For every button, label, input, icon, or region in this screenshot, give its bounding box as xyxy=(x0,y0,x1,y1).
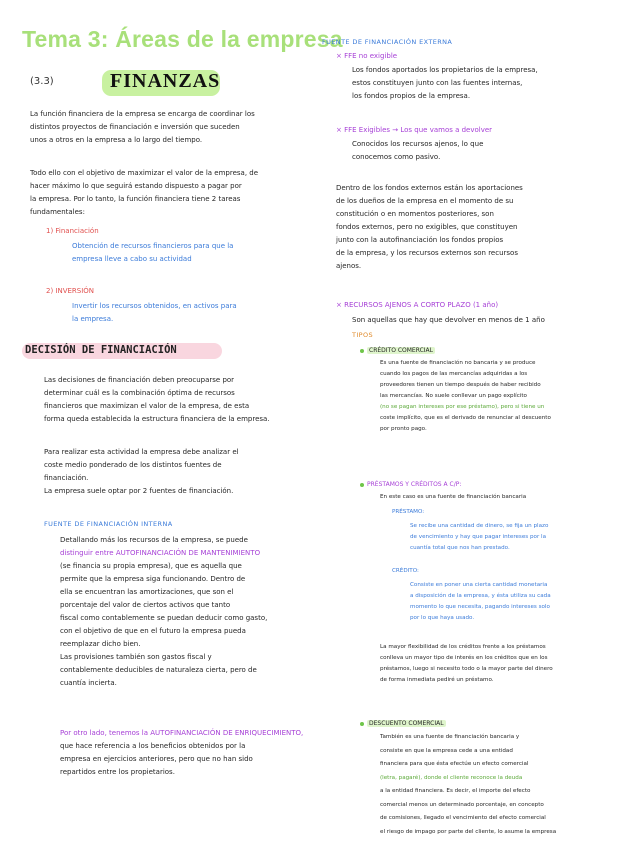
text-line: (no se pagan intereses por ese préstamo), pero si tiene un xyxy=(380,404,545,410)
text-line: ajenos. xyxy=(336,262,362,270)
text-line: cuando los pagos de las mercancías adquiridas a los xyxy=(380,371,528,377)
decision-heading: DECISIÓN DE FINANCIACIÓN xyxy=(25,344,177,356)
text-line: momento lo que necesita, pagando intereses solo xyxy=(410,604,550,610)
text-line: los fondos propios de la empresa. xyxy=(352,92,471,100)
objective-paragraph xyxy=(30,167,300,219)
text-line: por pronto pago. xyxy=(380,426,427,432)
decision-paragraph-2 xyxy=(44,446,309,498)
ffe-no-exigible-description xyxy=(352,64,602,103)
text-line: Todo ello con el objetivo de maximizar el valor de la empresa, de xyxy=(30,169,259,177)
text-line: La empresa suele optar por 2 fuentes de financiación. xyxy=(44,487,234,495)
text-line: consiste en que la empresa cede a una entidad xyxy=(380,747,513,754)
ffe-exigible-description xyxy=(352,138,602,164)
text-line: financiera para que ésta efectúe un efecto comercial xyxy=(380,761,529,767)
externa-paragraph xyxy=(336,182,606,273)
text-line: determinar cuál es la combinación óptima de recursos xyxy=(44,389,235,397)
text-line: forma queda establecida la estructura financiera de la empresa. xyxy=(44,415,270,423)
text-line: con el objetivo de que en el futuro la empresa pueda xyxy=(60,627,246,635)
intro-paragraph xyxy=(30,108,295,147)
text-line: conocemos como pasivo. xyxy=(352,153,441,161)
interna-paragraph-2 xyxy=(60,727,318,779)
text-line: junto con la autofinanciación los fondos propios xyxy=(336,236,504,244)
text-line: a disposición de la empresa, y ésta utiliza su cada xyxy=(410,593,551,599)
text-line: Los fondos aportados los propietarios de la empresa, xyxy=(352,66,538,74)
externa-heading: FUENTE DE FINANCIACIÓN EXTERNA xyxy=(322,38,453,46)
text-line: Dentro de los fondos externos están los aportaciones xyxy=(336,184,523,192)
text-line: de la empresa, y los recursos externos son recursos xyxy=(336,249,518,257)
text-line: de forma inmediata pediré un préstamo. xyxy=(380,677,494,683)
text-line: Las provisiones también son gastos fiscal y xyxy=(60,653,212,661)
bullet-dot xyxy=(360,483,364,487)
bullet-dot xyxy=(360,349,364,353)
text-line: hacer máximo lo que seguirá estando dispuesto a pagar por xyxy=(30,182,242,190)
text-line: distintos proyectos de financiación e inversión que suceden xyxy=(30,123,240,131)
text-line: También es una fuente de financiación bancaria y xyxy=(380,734,520,740)
task-1-description xyxy=(72,240,302,266)
text-line: La mayor flexibilidad de los créditos frente a los préstamos xyxy=(380,644,546,650)
section-heading: FINANZAS xyxy=(110,70,221,92)
text-line: Consiste en poner una cierta cantidad monetaria xyxy=(410,582,548,588)
text-line: de los dueños de la empresa en el momento de su xyxy=(336,197,514,205)
descuento-description xyxy=(380,731,610,839)
text-line: financiación. xyxy=(44,474,89,482)
section-number: (3.3) xyxy=(30,76,54,87)
text-line: Invertir los recursos obtenidos, en activos para xyxy=(72,302,237,310)
credito-label: CRÉDITO: xyxy=(392,568,419,574)
credito-comercial-description xyxy=(380,358,608,435)
text-line: Se recibe una cantidad de dinero, se fija un plazo xyxy=(410,523,549,529)
bullet-dot xyxy=(360,722,364,726)
ffe-exigible-label: × FFE Exigibles → Los que vamos a devolver xyxy=(336,126,493,134)
text-line: comercial menos un determinado porcentaje, en concepto xyxy=(380,801,544,808)
descuento-label: DESCUENTO COMERCIAL xyxy=(369,720,444,727)
credito-description xyxy=(410,580,608,624)
prestamo-label: PRÉSTAMO: xyxy=(392,509,425,515)
text-line: proveedores tienen un tiempo después de haber recibido xyxy=(380,382,541,388)
task-1-label: 1) Financiación xyxy=(46,227,99,235)
text-line: Las decisiones de financiación deben preocuparse por xyxy=(44,376,235,384)
text-line: por lo que haya usado. xyxy=(410,615,475,621)
text-line: coste medio ponderado de los distintos fuentes de xyxy=(44,461,222,469)
text-line: distinguir entre AUTOFINANCIACIÓN DE MANTENIMIENTO xyxy=(60,549,261,557)
interna-paragraph-1 xyxy=(60,534,310,690)
text-line: ella se encuentran las amortizaciones, que son el xyxy=(60,588,234,596)
credito-comercial-label: CRÉDITO COMERCIAL xyxy=(369,347,433,354)
text-line: préstamos, luego si necesito todo o la mayor parte del dinero xyxy=(380,666,553,672)
text-line: reemplazar dicho bien. xyxy=(60,640,141,648)
text-line: porcentaje del valor de ciertos activos que tanto xyxy=(60,601,231,609)
task-2-description xyxy=(72,300,302,326)
credito-comercial-heading xyxy=(360,344,435,357)
text-line: Detallando más los recursos de la empresa, se puede xyxy=(60,536,248,544)
ajenos-description: Son aquellas que hay que devolver en menos de 1 año xyxy=(352,316,545,324)
text-line: cuantía total que nos han prestado. xyxy=(410,545,510,551)
text-line: las mercancías. No suele conllevar un pago explícito xyxy=(380,393,527,399)
text-line: la empresa. xyxy=(72,315,114,323)
text-line: repartidos entre los propietarios. xyxy=(60,768,175,776)
prestamos-label: PRÉSTAMOS Y CRÉDITOS A C/P: xyxy=(367,481,462,488)
decision-paragraph-1 xyxy=(44,374,304,426)
text-line: empresa lleve a cabo su actividad xyxy=(72,255,192,263)
text-line: de vencimiento y hay que pagar intereses por la xyxy=(410,534,547,540)
text-line: a la entidad financiera. Es decir, el importe del efecto xyxy=(380,788,531,794)
text-line: unos a otros en la empresa a lo largo del tiempo. xyxy=(30,136,203,144)
text-line: Para realizar esta actividad la empresa debe analizar el xyxy=(44,448,239,456)
text-line: (se financia su propia empresa), que es aquella que xyxy=(60,562,242,570)
prestamos-note xyxy=(380,642,610,686)
text-line: el riesgo de impago por parte del cliente, lo asume la empresa xyxy=(380,828,557,835)
text-line: Por otro lado, tenemos la AUTOFINANCIACIÓN DE ENRIQUECIMIENTO, xyxy=(60,729,304,737)
text-line: permite que la empresa siga funcionando. Dentro de xyxy=(60,575,246,583)
text-line: constitución o en momentos posteriores, son xyxy=(336,210,494,218)
text-line: financieros que maximizan el valor de la empresa, de esta xyxy=(44,402,250,410)
text-line: fiscal como contablemente se puedan deducir como gasto, xyxy=(60,614,268,622)
text-line: cuantía incierta. xyxy=(60,679,117,687)
text-line: que hace referencia a los beneficios obtenidos por la xyxy=(60,742,246,750)
text-line: Obtención de recursos financieros para que la xyxy=(72,242,234,250)
task-1 xyxy=(46,225,99,238)
text-line: conlleva un mayor tipo de interés en los créditos que en los xyxy=(380,655,548,661)
text-line: contablemente deducibles de naturaleza cierta, pero de xyxy=(60,666,257,674)
prestamos-description: En este caso es una fuente de financiación bancaria xyxy=(380,494,527,500)
page-title: Tema 3: Áreas de la empresa xyxy=(22,26,343,52)
text-line: coste implícito, que es el derivado de renunciar al descuento xyxy=(380,415,551,421)
prestamo-description xyxy=(410,521,608,554)
text-line: Es una fuente de financiación no bancaria y se produce xyxy=(380,360,536,366)
text-line: fundamentales: xyxy=(30,208,85,216)
task-2-label: 2) INVERSIÓN xyxy=(46,287,95,295)
text-line: fondos externos, pero no exigibles, que constituyen xyxy=(336,223,518,231)
text-line: la empresa. Por lo tanto, la función financiera tiene 2 tareas xyxy=(30,195,241,203)
tipos-label: TIPOS xyxy=(352,331,374,339)
text-line: Conocidos los recursos ajenos, lo que xyxy=(352,140,484,148)
task-2 xyxy=(46,285,94,298)
ajenos-heading: × RECURSOS AJENOS A CORTO PLAZO (1 año) xyxy=(336,301,499,309)
text-line: de comisiones, llegado el vencimiento del efecto comercial xyxy=(380,815,546,821)
text-line: estos constituyen junto con las fuentes internas, xyxy=(352,79,523,87)
ffe-no-exigible-label: × FFE no exigible xyxy=(336,52,398,60)
prestamos-heading xyxy=(360,478,461,491)
descuento-heading xyxy=(360,717,446,730)
text-line: (letra, pagaré), donde el cliente reconoce la deuda xyxy=(380,774,523,781)
text-line: empresa en ejercicios anteriores, pero que no han sido xyxy=(60,755,253,763)
text-line: La función financiera de la empresa se encarga de coordinar los xyxy=(30,110,255,118)
interna-heading: FUENTE DE FINANCIACIÓN INTERNA xyxy=(44,520,173,528)
